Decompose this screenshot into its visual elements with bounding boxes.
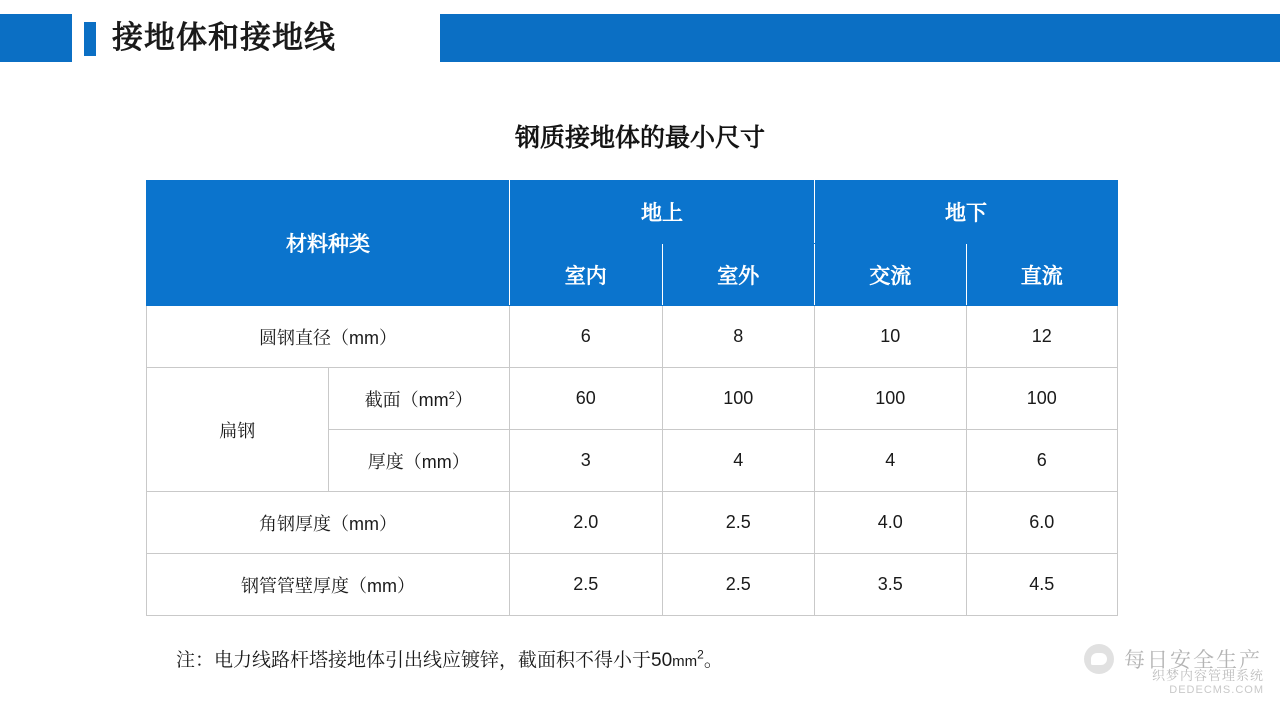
row-label-flat-steel: 扁钢	[147, 368, 329, 492]
cell-value: 4.0	[815, 492, 967, 554]
cell-value: 8	[662, 306, 815, 368]
cell-value: 10	[815, 306, 967, 368]
table-note	[176, 645, 723, 672]
header-group-above-ground: 地上	[510, 181, 815, 244]
site-url: DEDECMS.COM	[1169, 684, 1264, 697]
cell-value: 2.0	[510, 492, 663, 554]
site-watermark	[1152, 668, 1264, 698]
row-label-steel-pipe-wall: 钢管管壁厚度（mm）	[147, 554, 510, 616]
wechat-icon	[1084, 644, 1114, 674]
cell-value: 100	[815, 368, 967, 430]
row-label-round-steel: 圆钢直径（mm）	[147, 306, 510, 368]
table-row	[147, 368, 1118, 430]
row-sublabel-section-area	[328, 368, 510, 430]
note-text: 电力线路杆塔接地体引出线应镀锌，截面积不得小于50	[214, 650, 673, 671]
cell-value: 4.5	[966, 554, 1118, 616]
header-accent-tick	[84, 22, 96, 56]
header-accent-right	[440, 14, 1280, 62]
note-text-end: 。	[703, 650, 723, 671]
note-superscript: 2	[697, 647, 704, 662]
watermark-text: 每日安全生产	[1124, 649, 1262, 672]
table-title: 钢质接地体的最小尺寸	[514, 124, 765, 152]
cell-value: 3	[510, 430, 663, 492]
cell-value: 100	[966, 368, 1118, 430]
note-unit: mm	[672, 653, 698, 670]
cell-value: 6	[510, 306, 663, 368]
spec-table	[146, 180, 1118, 616]
table-head-row-1	[147, 181, 1118, 244]
cell-value: 2.5	[662, 554, 815, 616]
cell-value: 60	[510, 368, 663, 430]
header-group-below-ground: 地下	[815, 181, 1118, 244]
cell-value: 2.5	[510, 554, 663, 616]
row-sublabel-thickness: 厚度（mm）	[328, 430, 510, 492]
table-head	[147, 181, 1118, 306]
row-label-angle-steel: 角钢厚度（mm）	[147, 492, 510, 554]
cell-value: 3.5	[815, 554, 967, 616]
cell-value: 6	[966, 430, 1118, 492]
cell-value: 2.5	[662, 492, 815, 554]
table-row	[147, 492, 1118, 554]
cell-value: 100	[662, 368, 815, 430]
note-prefix: 注：	[176, 650, 215, 671]
header-sub-outdoor: 室外	[662, 244, 815, 306]
header-material-type: 材料种类	[147, 181, 510, 306]
page-title: 接地体和接地线	[112, 20, 336, 55]
cell-value: 4	[815, 430, 967, 492]
header-accent-left	[0, 14, 72, 62]
header-sub-ac: 交流	[815, 244, 967, 306]
site-name: 织梦内容管理系统	[1151, 668, 1264, 683]
table-body	[147, 306, 1118, 616]
header-sub-dc: 直流	[966, 244, 1118, 306]
cell-value: 12	[966, 306, 1118, 368]
table-row	[147, 554, 1118, 616]
sublabel-text: 截面$(mm^2)$	[364, 389, 473, 410]
table-row	[147, 306, 1118, 368]
spec-table-container	[146, 180, 1114, 616]
cell-value: 6.0	[966, 492, 1118, 554]
cell-value: 4	[662, 430, 815, 492]
header-sub-indoor: 室内	[510, 244, 663, 306]
slide-header	[0, 14, 1280, 62]
